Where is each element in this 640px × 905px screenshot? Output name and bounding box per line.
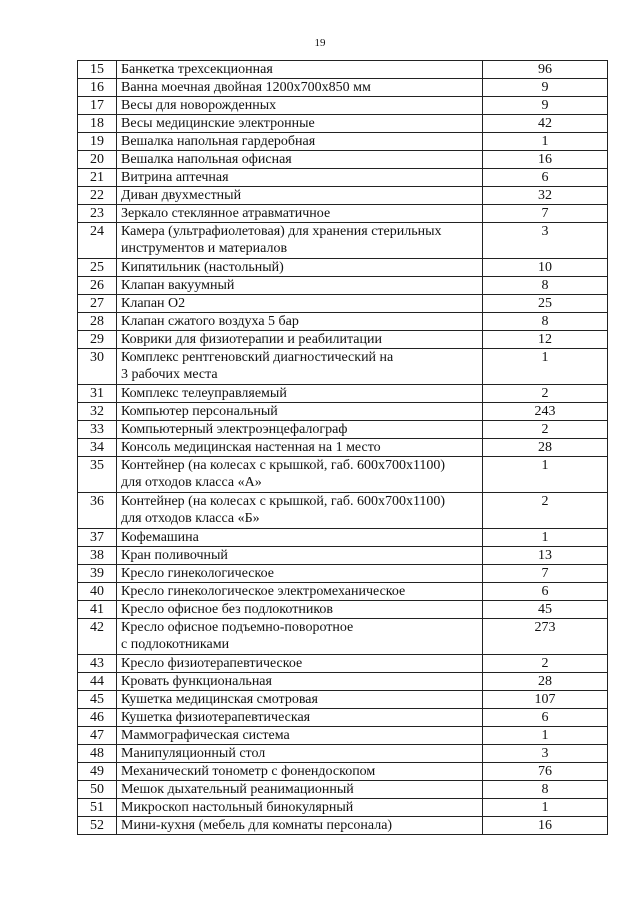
item-name-line: для отходов класса «А» [121,475,262,490]
item-name-line: Кипятильник (настольный) [121,260,284,275]
item-quantity: 32 [483,187,608,205]
item-name-line: Кресло физиотерапевтическое [121,656,303,671]
row-number: 43 [78,655,117,673]
item-name [117,151,483,169]
item-quantity: 7 [483,565,608,583]
row-number: 20 [78,151,117,169]
row-number: 47 [78,727,117,745]
item-quantity: 6 [483,169,608,187]
item-name-line: Кушетка медицинская смотровая [121,692,318,707]
table-row [78,97,608,115]
row-number: 26 [78,277,117,295]
item-name [117,583,483,601]
equipment-table [77,60,608,835]
row-number: 48 [78,745,117,763]
table-row [78,691,608,709]
item-quantity: 16 [483,817,608,835]
table-row [78,349,608,385]
item-quantity: 2 [483,385,608,403]
row-number: 45 [78,691,117,709]
row-number: 38 [78,547,117,565]
item-quantity: 45 [483,601,608,619]
item-quantity: 7 [483,205,608,223]
item-name-line: Контейнер (на колесах с крышкой, габ. 600х700х1100) [121,458,446,473]
row-number: 18 [78,115,117,133]
item-quantity: 2 [483,655,608,673]
item-quantity: 28 [483,439,608,457]
item-name [117,439,483,457]
item-name-line: Весы медицинские электронные [121,116,315,131]
item-name-line: Кушетка физиотерапевтическая [121,710,311,725]
item-name-line: Камера (ультрафиолетовая) для хранения стерильных [121,224,442,239]
item-name-line: Коврики для физиотерапии и реабилитации [121,332,382,347]
item-quantity: 9 [483,79,608,97]
row-number: 49 [78,763,117,781]
item-quantity: 273 [483,619,608,655]
item-name [117,529,483,547]
item-name [117,97,483,115]
table-row [78,529,608,547]
item-quantity: 8 [483,781,608,799]
item-name [117,781,483,799]
row-number: 35 [78,457,117,493]
item-name-line: с подлокотниками [121,637,230,652]
row-number: 25 [78,259,117,277]
item-quantity: 8 [483,313,608,331]
table-row [78,763,608,781]
item-name [117,421,483,439]
item-name [117,223,483,259]
item-quantity: 13 [483,547,608,565]
table-row [78,223,608,259]
item-quantity: 12 [483,331,608,349]
table-row [78,331,608,349]
row-number: 22 [78,187,117,205]
item-name-line: инструментов и материалов [121,241,288,256]
table-row [78,619,608,655]
row-number: 19 [78,133,117,151]
row-number: 51 [78,799,117,817]
table-row [78,745,608,763]
item-quantity: 1 [483,133,608,151]
table-row [78,457,608,493]
item-name-line: Кресло офисное подъемно-поворотное [121,620,354,635]
row-number: 21 [78,169,117,187]
item-name-line: Комплекс телеуправляемый [121,386,287,401]
row-number: 41 [78,601,117,619]
item-name-line: Ванна моечная двойная 1200х700х850 мм [121,80,371,95]
item-quantity: 3 [483,745,608,763]
item-quantity: 8 [483,277,608,295]
equipment-table-body [78,61,608,835]
item-name [117,799,483,817]
item-quantity: 9 [483,97,608,115]
row-number: 42 [78,619,117,655]
table-row [78,133,608,151]
table-row [78,493,608,529]
row-number: 46 [78,709,117,727]
item-quantity: 10 [483,259,608,277]
item-quantity: 1 [483,349,608,385]
item-name [117,61,483,79]
item-name-line: Клапан вакуумный [121,278,235,293]
item-name-line: Кровать функциональная [121,674,272,689]
row-number: 50 [78,781,117,799]
item-name [117,205,483,223]
table-row [78,313,608,331]
row-number: 27 [78,295,117,313]
table-row [78,565,608,583]
item-name-line: для отходов класса «Б» [121,511,260,526]
row-number: 29 [78,331,117,349]
item-name [117,655,483,673]
item-name [117,817,483,835]
item-name-line: Диван двухместный [121,188,242,203]
item-name [117,295,483,313]
item-name [117,313,483,331]
item-name-line: Кресло гинекологическое электромеханическое [121,584,406,599]
item-name-line: Весы для новорожденных [121,98,277,113]
row-number: 32 [78,403,117,421]
item-name [117,547,483,565]
item-name [117,169,483,187]
item-name-line: Компьютер персональный [121,404,278,419]
item-name-line: Манипуляционный стол [121,746,266,761]
item-quantity: 243 [483,403,608,421]
item-name-line: Комплекс рентгеновский диагностический на [121,350,394,365]
item-quantity: 1 [483,799,608,817]
row-number: 30 [78,349,117,385]
item-name [117,601,483,619]
row-number: 24 [78,223,117,259]
item-name-line: Вешалка напольная офисная [121,152,292,167]
item-name [117,619,483,655]
item-name-line: Микроскоп настольный бинокулярный [121,800,354,815]
table-row [78,295,608,313]
item-name-line: Кофемашина [121,530,199,545]
item-quantity: 2 [483,493,608,529]
item-name [117,115,483,133]
item-name [117,259,483,277]
item-quantity: 42 [483,115,608,133]
item-name-line: Банкетка трехсекционная [121,62,273,77]
row-number: 28 [78,313,117,331]
row-number: 39 [78,565,117,583]
item-name-line: Кран поливочный [121,548,228,563]
item-quantity: 6 [483,583,608,601]
item-name [117,331,483,349]
item-name [117,277,483,295]
item-name-line: 3 рабочих места [121,367,218,382]
item-name [117,457,483,493]
item-name [117,349,483,385]
table-row [78,151,608,169]
table-row [78,781,608,799]
table-row [78,547,608,565]
item-quantity: 16 [483,151,608,169]
item-quantity: 25 [483,295,608,313]
table-row [78,187,608,205]
row-number: 23 [78,205,117,223]
table-row [78,439,608,457]
table-row [78,61,608,79]
item-name [117,709,483,727]
table-row [78,673,608,691]
item-quantity: 96 [483,61,608,79]
item-name [117,133,483,151]
table-row [78,277,608,295]
row-number: 37 [78,529,117,547]
table-row [78,655,608,673]
item-name [117,763,483,781]
row-number: 33 [78,421,117,439]
table-row [78,799,608,817]
item-name-line: Зеркало стеклянное атравматичное [121,206,331,221]
item-name-line: Витрина аптечная [121,170,229,185]
row-number: 34 [78,439,117,457]
item-name-line: Механический тонометр с фонендоскопом [121,764,376,779]
item-name-line: Маммографическая система [121,728,290,743]
table-row [78,709,608,727]
item-name [117,727,483,745]
table-row [78,259,608,277]
item-quantity: 1 [483,529,608,547]
row-number: 36 [78,493,117,529]
item-name [117,187,483,205]
table-row [78,421,608,439]
table-row [78,79,608,97]
page-number: 19 [314,37,326,49]
item-quantity: 107 [483,691,608,709]
table-row [78,727,608,745]
item-name [117,745,483,763]
item-name-line: Консоль медицинская настенная на 1 место [121,440,381,455]
item-name [117,403,483,421]
item-name [117,385,483,403]
item-name-line: Мини-кухня (мебель для комнаты персонала) [121,818,393,833]
item-name-line: Вешалка напольная гардеробная [121,134,316,149]
item-quantity: 1 [483,727,608,745]
table-row [78,583,608,601]
item-name [117,79,483,97]
item-name [117,691,483,709]
table-row [78,115,608,133]
item-name-line: Клапан О2 [121,296,186,311]
item-quantity: 3 [483,223,608,259]
item-name [117,673,483,691]
table-row [78,205,608,223]
row-number: 15 [78,61,117,79]
item-name-line: Кресло гинекологическое [121,566,274,581]
row-number: 16 [78,79,117,97]
table-row [78,385,608,403]
item-name-line: Клапан сжатого воздуха 5 бар [121,314,299,329]
row-number: 31 [78,385,117,403]
item-quantity: 2 [483,421,608,439]
item-name-line: Мешок дыхательный реанимационный [121,782,354,797]
item-name-line: Кресло офисное без подлокотников [121,602,334,617]
item-quantity: 76 [483,763,608,781]
row-number: 52 [78,817,117,835]
table-row [78,403,608,421]
item-quantity: 28 [483,673,608,691]
table-row [78,601,608,619]
table-row [78,817,608,835]
item-name [117,493,483,529]
table-row [78,169,608,187]
row-number: 40 [78,583,117,601]
item-name-line: Компьютерный электроэнцефалограф [121,422,348,437]
item-quantity: 1 [483,457,608,493]
item-name-line: Контейнер (на колесах с крышкой, габ. 600х700х1100) [121,494,446,509]
item-quantity: 6 [483,709,608,727]
row-number: 44 [78,673,117,691]
item-name [117,565,483,583]
row-number: 17 [78,97,117,115]
